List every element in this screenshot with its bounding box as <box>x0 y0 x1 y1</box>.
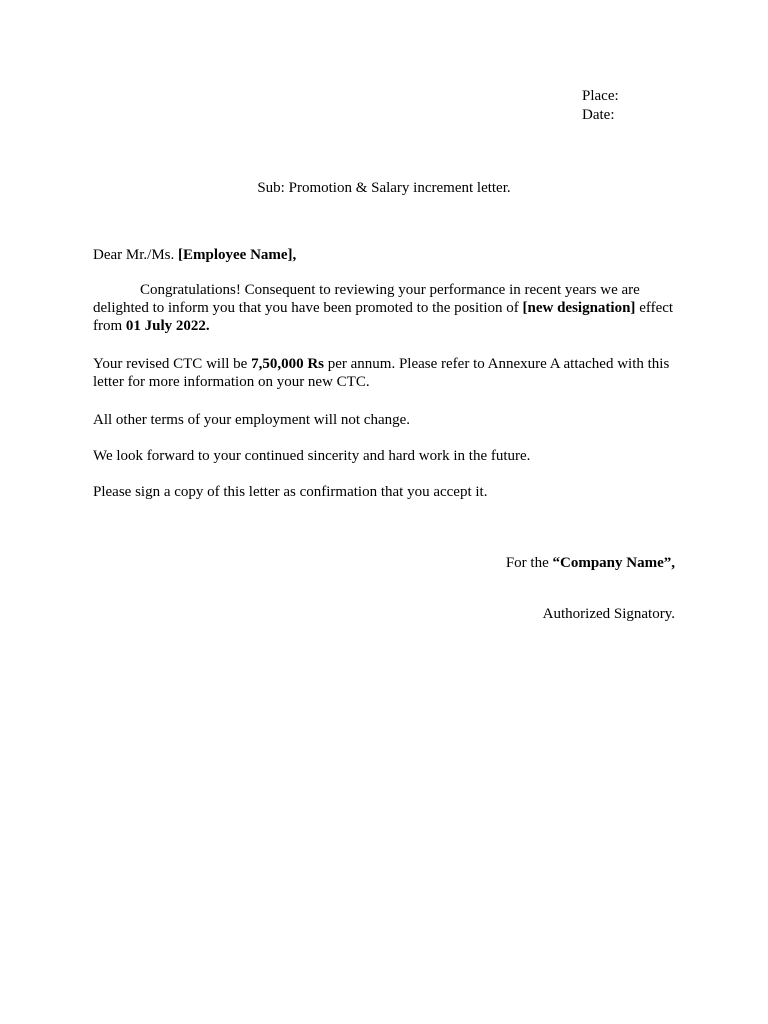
ctc-amount: 7,50,000 Rs <box>251 356 324 372</box>
paragraph-promotion-text-a: Congratulations! Consequent to reviewing your performance in recent years we are delighted to inform you that you have been promoted to the position of <box>93 282 640 316</box>
date-label: Date: <box>582 107 615 123</box>
paragraph-ctc <box>93 355 683 391</box>
place-label: Place: <box>582 88 619 104</box>
paragraph-ctc-text-a: Your revised CTC will be <box>93 356 252 372</box>
company-name-placeholder: “Company Name”, <box>552 555 675 571</box>
paragraph-look-forward: We look forward to your continued sincerity and hard work in the future. <box>93 448 531 464</box>
salutation-prefix: Dear Mr./Ms. <box>93 247 178 263</box>
paragraph-promotion-text-b: effect from <box>93 300 674 334</box>
closing-line <box>506 554 675 572</box>
paragraph-promotion <box>93 281 683 335</box>
new-designation-placeholder: [new designation] <box>522 300 636 316</box>
paragraph-terms: All other terms of your employment will not change. <box>93 412 411 428</box>
employee-name-placeholder: [Employee Name], <box>178 247 297 263</box>
closing-prefix: For the <box>505 555 553 571</box>
paragraph-sign-copy: Please sign a copy of this letter as confirmation that you accept it. <box>93 484 488 500</box>
salutation <box>93 246 296 264</box>
authorized-signatory: Authorized Signatory. <box>542 606 675 622</box>
place-date-block <box>582 87 619 125</box>
effective-date: 01 July 2022. <box>125 318 210 334</box>
paragraph-ctc-text-b: per annum. Please refer to Annexure A attached with this letter for more information on your new CTC. <box>93 356 670 390</box>
subject-line: Sub: Promotion & Salary increment letter. <box>257 180 511 196</box>
